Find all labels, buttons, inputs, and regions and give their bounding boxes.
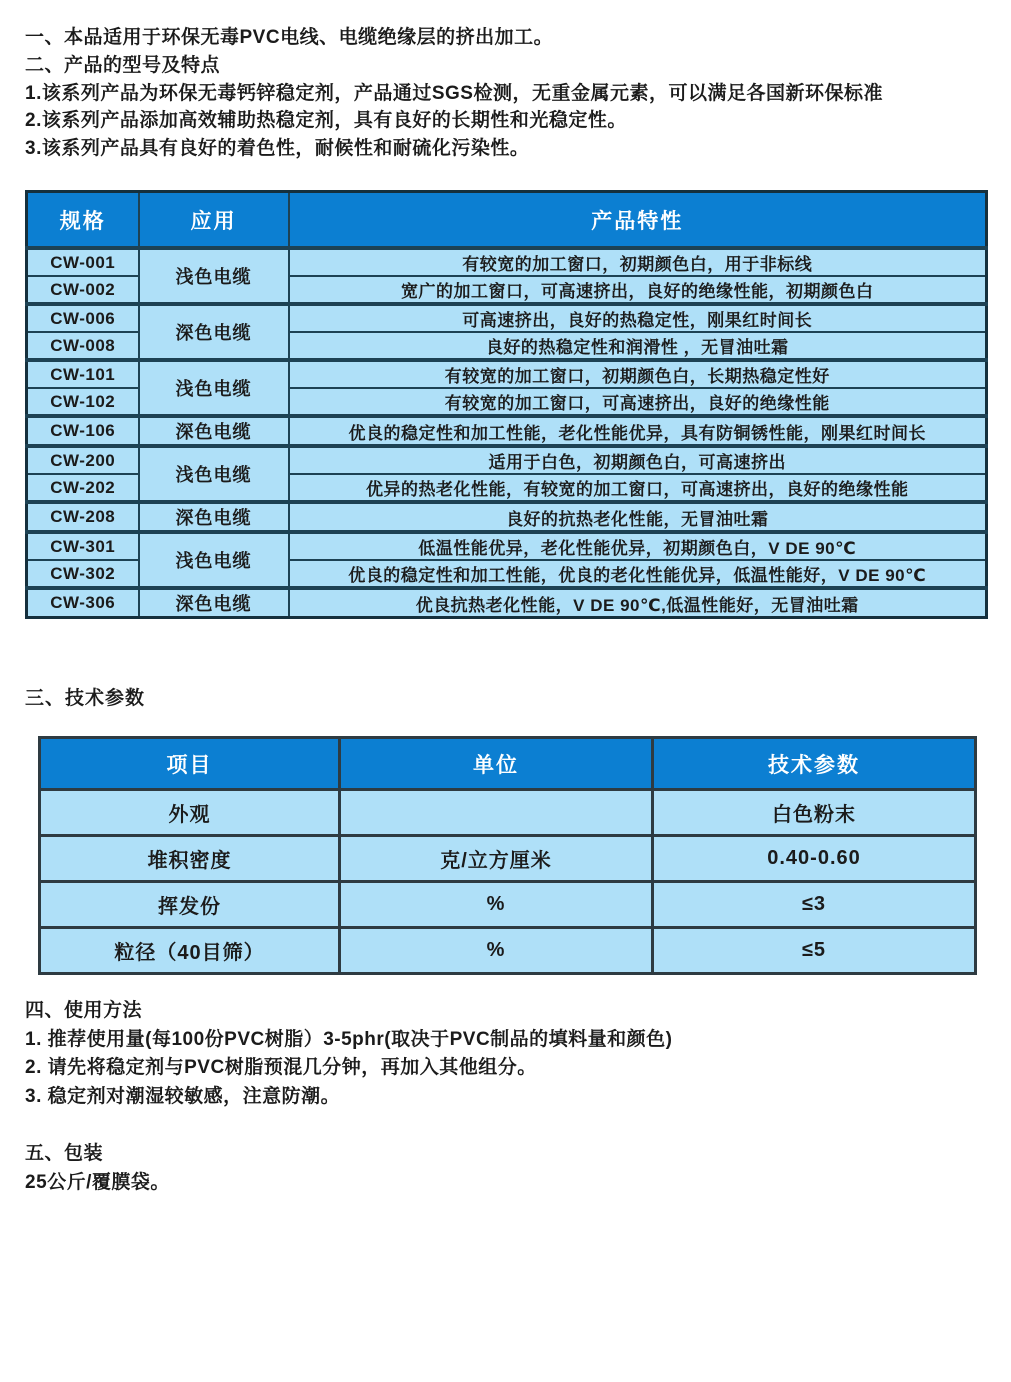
feature-cell: 优良抗热老化性能，V DE 90℃,低温性能好，无冒油吐霜 [289, 588, 987, 618]
table-row [40, 928, 976, 974]
models-table-header-application: 应用 [139, 191, 289, 248]
models-table-header-features: 产品特性 [289, 191, 987, 248]
intro-line-5: 3.该系列产品具有良好的着色性，耐候性和耐硫化污染性。 [25, 138, 530, 160]
packaging-line-1: 25公斤/覆膜袋。 [25, 1171, 170, 1193]
spec-cell: CW-002 [27, 276, 139, 304]
item-cell: 挥发份 [40, 882, 340, 928]
table-row [27, 416, 987, 446]
intro-line-4: 2.该系列产品添加高效辅助热稳定剂，具有良好的长期性和光稳定性。 [25, 110, 627, 132]
intro-line-2: 二、产品的型号及特点 [25, 54, 221, 76]
spec-cell: CW-306 [27, 588, 139, 618]
application-cell: 深色电缆 [139, 304, 289, 360]
spec-cell: CW-101 [27, 360, 139, 388]
intro-text-block [0, 0, 1011, 163]
value-cell: 0.40-0.60 [653, 836, 976, 882]
spec-cell: CW-006 [27, 304, 139, 332]
intro-line-1: 一、本品适用于环保无毒PVC电线、电缆绝缘层的挤出加工。 [25, 27, 554, 48]
application-cell: 深色电缆 [139, 502, 289, 532]
table-row [40, 790, 976, 836]
tech-table-header-unit: 单位 [340, 738, 653, 790]
section-title-usage: 四、使用方法 [25, 1000, 143, 1022]
spec-cell: CW-202 [27, 474, 139, 502]
feature-cell: 宽广的加工窗口，可高速挤出，良好的绝缘性能，初期颜色白 [289, 276, 987, 304]
tech-table-header-row [40, 738, 976, 790]
models-table-header-spec: 规格 [27, 191, 139, 248]
feature-cell: 有较宽的加工窗口，初期颜色白，用于非标线 [289, 248, 987, 276]
table-row [40, 882, 976, 928]
unit-cell: % [340, 882, 653, 928]
application-cell: 浅色电缆 [139, 360, 289, 416]
usage-section [25, 997, 1011, 1111]
unit-cell [340, 790, 653, 836]
spec-cell: CW-102 [27, 388, 139, 416]
feature-cell: 优良的稳定性和加工性能，优良的老化性能优异，低温性能好，V DE 90℃ [289, 560, 987, 588]
application-cell: 浅色电缆 [139, 248, 289, 304]
tech-params-table [38, 736, 977, 975]
packaging-section [25, 1140, 1011, 1197]
table-row [27, 588, 987, 618]
value-cell: ≤5 [653, 928, 976, 974]
models-table-header-row [27, 191, 987, 248]
table-row [40, 836, 976, 882]
feature-cell: 低温性能优异，老化性能优异，初期颜色白，V DE 90℃ [289, 532, 987, 560]
feature-cell: 优异的热老化性能，有较宽的加工窗口，可高速挤出，良好的绝缘性能 [289, 474, 987, 502]
table-row [27, 502, 987, 532]
spec-cell: CW-001 [27, 248, 139, 276]
usage-line-2: 2. 请先将稳定剂与PVC树脂预混几分钟，再加入其他组分。 [25, 1057, 537, 1079]
usage-line-1: 1. 推荐使用量(每100份PVC树脂）3-5phr(取决于PVC制品的填料量和颜色) [25, 1028, 673, 1050]
feature-cell: 可高速挤出，良好的热稳定性，刚果红时间长 [289, 304, 987, 332]
spec-cell: CW-200 [27, 446, 139, 474]
item-cell: 堆积密度 [40, 836, 340, 882]
feature-cell: 适用于白色，初期颜色白，可高速挤出 [289, 446, 987, 474]
feature-cell: 有较宽的加工窗口，初期颜色白，长期热稳定性好 [289, 360, 987, 388]
table-row [27, 360, 987, 388]
section-title-tech-params: 三、技术参数 [25, 688, 146, 710]
spec-cell: CW-208 [27, 502, 139, 532]
usage-line-3: 3. 稳定剂对潮湿较敏感，注意防潮。 [25, 1085, 341, 1107]
table-row [27, 446, 987, 474]
application-cell: 浅色电缆 [139, 532, 289, 588]
feature-cell: 良好的热稳定性和润滑性 ，无冒油吐霜 [289, 332, 987, 360]
value-cell: 白色粉末 [653, 790, 976, 836]
tech-table-header-item: 项目 [40, 738, 340, 790]
feature-cell: 有较宽的加工窗口，可高速挤出，良好的绝缘性能 [289, 388, 987, 416]
feature-cell: 优良的稳定性和加工性能，老化性能优异，具有防铜锈性能，刚果红时间长 [289, 416, 987, 446]
item-cell: 外观 [40, 790, 340, 836]
table-row [27, 304, 987, 332]
table-row [27, 248, 987, 276]
application-cell: 深色电缆 [139, 416, 289, 446]
unit-cell: % [340, 928, 653, 974]
tech-table-header-value: 技术参数 [653, 738, 976, 790]
spec-cell: CW-302 [27, 560, 139, 588]
item-cell: 粒径（40目筛） [40, 928, 340, 974]
application-cell: 浅色电缆 [139, 446, 289, 502]
unit-cell: 克/立方厘米 [340, 836, 653, 882]
spec-cell: CW-106 [27, 416, 139, 446]
table-row [27, 532, 987, 560]
feature-cell: 良好的抗热老化性能，无冒油吐霜 [289, 502, 987, 532]
models-table [25, 190, 988, 620]
spec-cell: CW-008 [27, 332, 139, 360]
spec-cell: CW-301 [27, 532, 139, 560]
section-title-packaging: 五、包装 [25, 1143, 104, 1165]
intro-line-3: 1.该系列产品为环保无毒钙锌稳定剂，产品通过SGS检测，无重金属元素，可以满足各国新环保标准 [25, 82, 883, 104]
value-cell: ≤3 [653, 882, 976, 928]
application-cell: 深色电缆 [139, 588, 289, 618]
